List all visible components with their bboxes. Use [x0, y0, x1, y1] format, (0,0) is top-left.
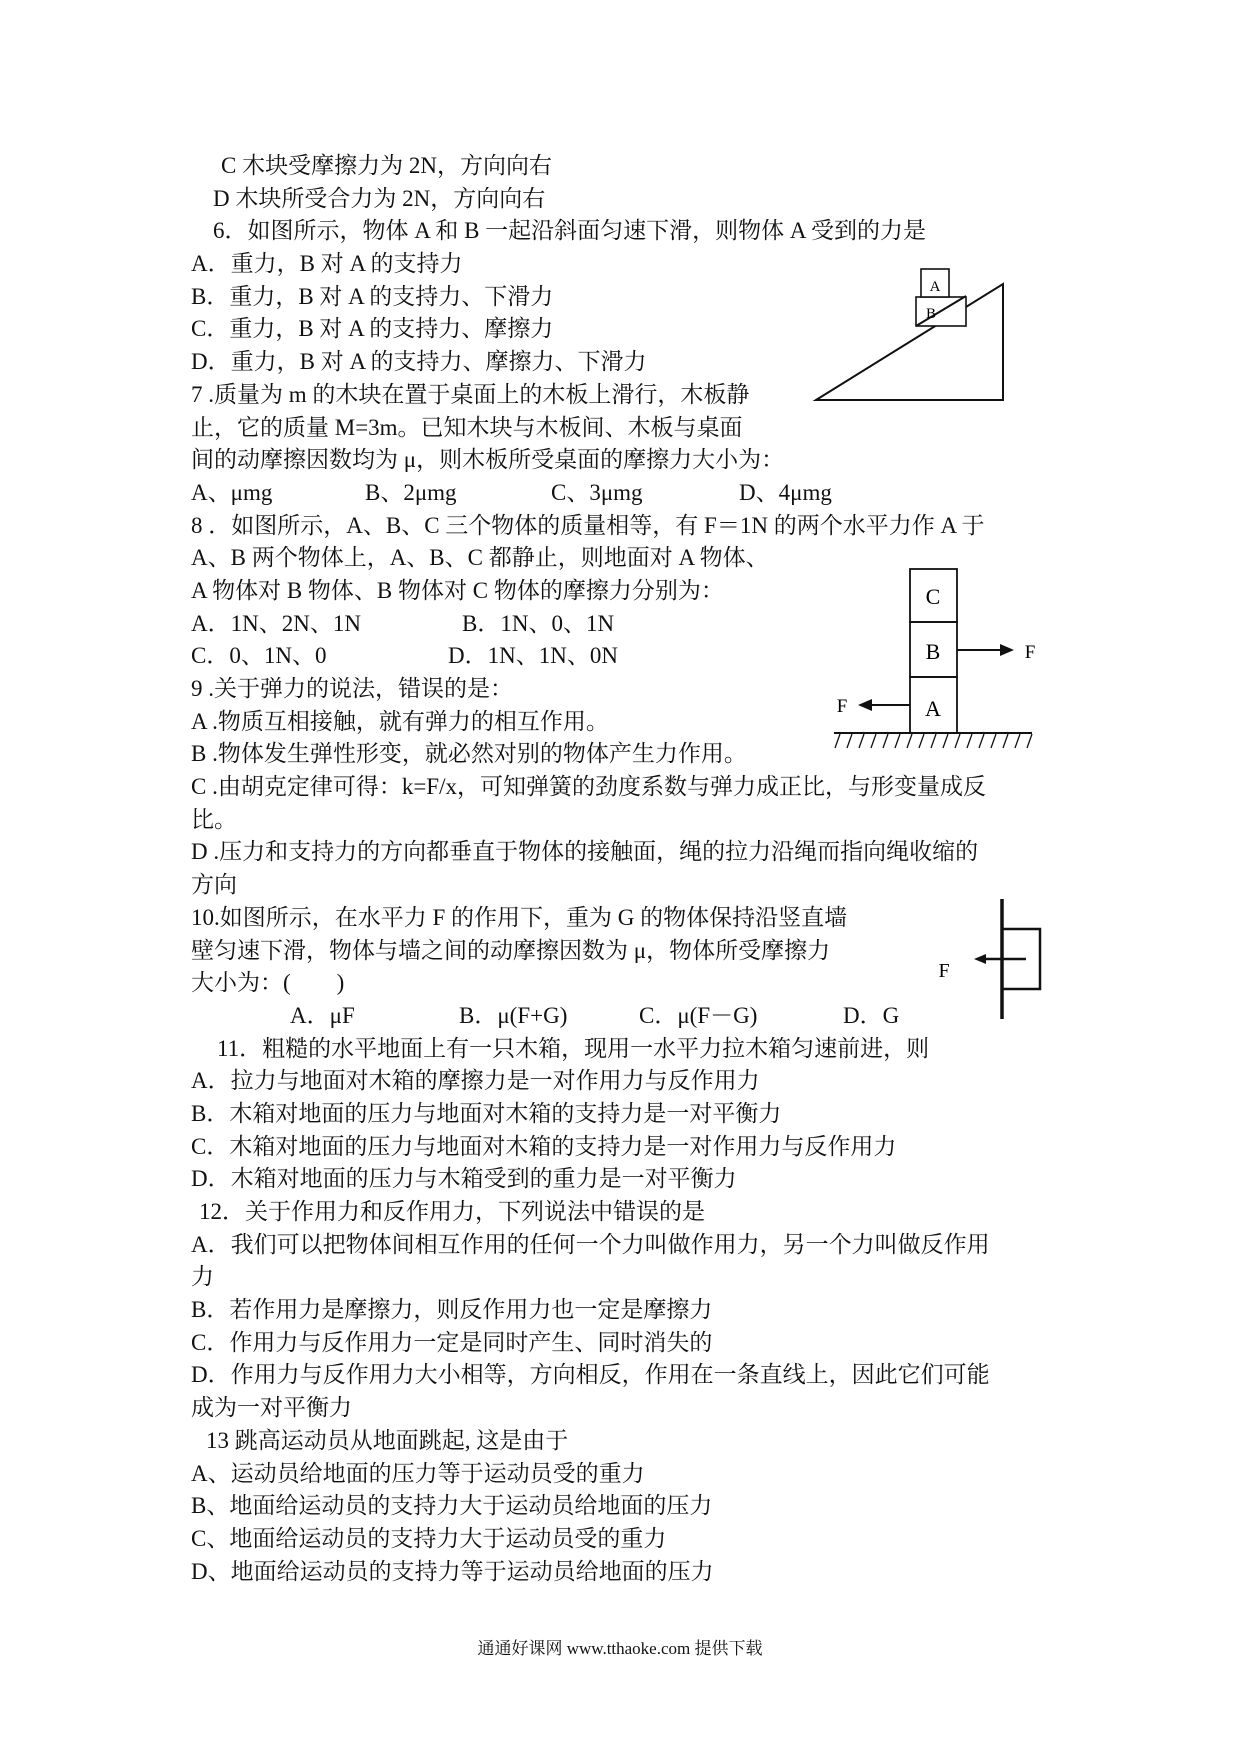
q7-options	[191, 477, 1071, 510]
q5-option-d: D 木块所受合力为 2N，方向向右	[213, 185, 546, 211]
q10-stem: 大小为：( )	[191, 970, 345, 996]
q12-option-c: C．作用力与反作用力一定是同时产生、同时消失的	[191, 1329, 713, 1355]
q6-stem: 6．如图所示，物体 A 和 B 一起沿斜面匀速下滑，则物体 A 受到的力是	[213, 218, 927, 244]
q7-option-d: D、4μmg	[739, 479, 832, 505]
q10-option-c: C．μ(F－G)	[639, 1002, 758, 1028]
arrow-head-left-icon	[974, 954, 986, 964]
incline-figure	[810, 262, 1010, 407]
q11-stem: 11．粗糙的水平地面上有一只木箱，现用一水平力拉木箱匀速前进，则	[217, 1035, 930, 1061]
q13-option-c: C、地面给运动员的支持力大于运动员受的重力	[191, 1525, 667, 1551]
q12-option-b: B．若作用力是摩擦力，则反作用力也一定是摩擦力	[191, 1297, 713, 1323]
q10-option-b: B．μ(F+G)	[459, 1002, 568, 1028]
q7-option-c: C、3μmg	[551, 479, 643, 505]
q10-stem: 10.如图所示，在水平力 F 的作用下，重为 G 的物体保持沿竖直墙	[191, 904, 848, 930]
q9-stem: 9 .关于弹力的说法，错误的是：	[191, 676, 513, 701]
q11-option-c: C．木箱对地面的压力与地面对木箱的支持力是一对作用力与反作用力	[191, 1133, 897, 1159]
q13-stem: 13 跳高运动员从地面跳起, 这是由于	[206, 1427, 569, 1453]
page-footer: 通通好课网 www.tthaoke.com 提供下载	[477, 1639, 763, 1658]
q9-option-d: D .压力和支持力的方向都垂直于物体的接触面，绳的拉力沿绳而指向绳收缩的	[191, 839, 979, 865]
q8-stem: 8 ．如图所示，A、B、C 三个物体的质量相等，有 F＝1N 的两个水平力作 A 于	[191, 512, 985, 538]
stacked-blocks-figure	[822, 562, 1037, 757]
arrow-head-left-icon	[858, 699, 872, 711]
block-c-label: C	[925, 584, 941, 609]
q9-option-c: 比。	[191, 806, 237, 832]
q5-option-c: C 木块受摩擦力为 2N，方向向右	[221, 153, 552, 178]
q13-option-a: A、运动员给地面的压力等于运动员受的重力	[191, 1460, 645, 1486]
q7-stem: 止，它的质量 M=3m。已知木块与木板间、木板与桌面	[191, 414, 743, 440]
block-b-label: B	[925, 639, 941, 664]
q6-option-a: A．重力，B 对 A 的支持力	[191, 251, 463, 277]
q8-stem: A 物体对 B 物体、B 物体对 C 物体的摩擦力分别为：	[191, 577, 724, 603]
q8-option-c: C．0、1N、0	[191, 643, 327, 669]
q8-option-b: B．1N、0、1N	[462, 610, 615, 636]
q9-option-b: B .物体发生弹性形变，就必然对别的物体产生力作用。	[191, 741, 747, 767]
q12-option-a: 力	[191, 1264, 214, 1290]
ground-hatching	[835, 734, 1032, 748]
q11-option-b: B．木箱对地面的压力与地面对木箱的支持力是一对平衡力	[191, 1100, 782, 1126]
q12-option-d: 成为一对平衡力	[191, 1395, 352, 1421]
q8-option-a: A．1N、2N、1N	[191, 610, 361, 636]
q7-stem: 间的动摩擦因数均为 μ，则木板所受桌面的摩擦力大小为：	[191, 447, 785, 473]
q13-option-d: D、地面给运动员的支持力等于运动员给地面的压力	[191, 1558, 714, 1584]
block-b-label: B	[925, 306, 937, 322]
q6-option-b: B．重力，B 对 A 的支持力、下滑力	[191, 283, 554, 309]
force-label: F	[938, 960, 950, 982]
force-label-left: F	[836, 696, 848, 717]
q10-option-a: A．μF	[290, 1002, 355, 1028]
force-label-right: F	[1024, 642, 1036, 663]
q7-option-a: A、μmg	[191, 479, 273, 505]
incline-triangle	[816, 284, 1003, 400]
q9-option-d: 方向	[191, 872, 237, 898]
q11-option-d: D．木箱对地面的压力与木箱受到的重力是一对平衡力	[191, 1166, 737, 1192]
q8-stem: A、B 两个物体上，A、B、C 都静止，则地面对 A 物体、	[191, 545, 769, 571]
q12-stem: 12．关于作用力和反作用力，下列说法中错误的是	[199, 1199, 705, 1224]
q10-option-d: D．G	[843, 1002, 900, 1028]
q6-option-d: D．重力，B 对 A 的支持力、摩擦力、下滑力	[191, 349, 647, 375]
q6-option-c: C．重力，B 对 A 的支持力、摩擦力	[191, 316, 554, 342]
q13-option-b: B、地面给运动员的支持力大于运动员给地面的压力	[191, 1493, 713, 1519]
wall-block-figure	[930, 895, 1050, 1025]
block-a-label: A	[925, 696, 941, 721]
arrow-head-right-icon	[1000, 644, 1014, 656]
q12-option-d: D．作用力与反作用力大小相等，方向相反，作用在一条直线上，因此它们可能	[191, 1362, 990, 1388]
q10-stem: 壁匀速下滑，物体与墙之间的动摩擦因数为 μ，物体所受摩擦力	[191, 937, 831, 963]
q7-option-b: B、2μmg	[365, 479, 457, 505]
q8-option-d: D．1N、1N、0N	[448, 643, 618, 669]
block-a-label: A	[929, 279, 941, 295]
q7-stem: 7 .质量为 m 的木块在置于桌面上的木板上滑行，木板静	[191, 381, 750, 407]
q11-option-a: A．拉力与地面对木箱的摩擦力是一对作用力与反作用力	[191, 1068, 760, 1094]
q9-option-c: C .由胡克定律可得：k=F/x，可知弹簧的劲度系数与弹力成正比，与形变量成反	[191, 774, 986, 800]
q9-option-a: A .物质互相接触，就有弹力的相互作用。	[191, 708, 609, 734]
q12-option-a: A．我们可以把物体间相互作用的任何一个力叫做作用力，另一个力叫做反作用	[191, 1231, 990, 1257]
